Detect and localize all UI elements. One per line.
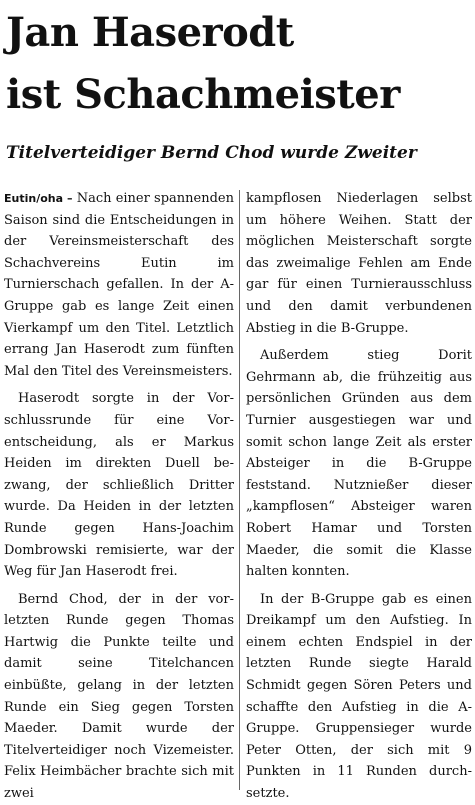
- headline-line-2: ist Schachmeister: [6, 71, 400, 118]
- headline: [6, 2, 400, 126]
- paragraph: Haserodt sorgte in der Vorschlussrunde für eine Vorentscheidung, als er Markus Heiden im direkten Duell bezwang, der schließlich Dritter wurde. Da Heiden in der letzten Runde gegen Hans-Joachim Dombrowski remisierte, war der Weg für Jan Haserodt frei.: [4, 391, 234, 580]
- paragraph: [4, 188, 234, 382]
- dateline: Eutin/oha –: [4, 192, 73, 205]
- subtitle: Titelverteidiger Bernd Chod wurde Zweiter: [6, 143, 417, 163]
- paragraph: In der B-Gruppe gab es einen Dreikampf um den Aufstieg. In einem echten Endspiel in der letzten Runde siegte Harald Schmidt gegen Sören Peters und schaffte den Aufstieg in die A-Gruppe. Gruppensieger wurde Peter Otten, der sich mit 9 Punkten in 11 Runden durchsetzte.: [246, 591, 472, 802]
- headline-line-1: Jan Haserodt: [6, 9, 294, 56]
- article-column-right: [246, 188, 472, 805]
- paragraph: Außerdem stieg Dorit Gehrmann ab, die frühzeitig aus persönlichen Gründen aus dem Turnier ausgestiegen war und somit schon lange Zeit als erster Absteiger in die B-Gruppe feststand. Nutznießer dieser „kampflosen“ Absteiger waren Robert Hamar und Torsten Maeder, die somit die Klasse halten konnten.: [246, 348, 472, 580]
- article-column-left: [4, 188, 234, 805]
- column-divider: [239, 190, 240, 790]
- paragraph-text: Nach einer spannenden Saison sind die Entscheidungen in der Vereinsmeisterschaft des Schachvereins Eutin im Turnierschach gefallen. In der A-Gruppe gab es lange Zeit einen Vierkampf um den Titel. Letztlich errang Jan Haserodt zum fünften Mal den Titel des Vereinsmeisters.: [4, 191, 234, 379]
- paragraph: Bernd Chod, der in der vorletzten Runde gegen Thomas Hartwig die Punkte teilte und damit seine Titelchancen einbüßte, gelang in der letzten Runde ein Sieg gegen Torsten Maeder. Damit wurde der Titelverteidiger noch Vizemeister. Felix Heimbächer brachte sich mit zwei: [4, 591, 234, 802]
- paragraph: kampflosen Niederlagen selbst um höhere Weihen. Statt der möglichen Meisterschaft sorgte das zweimalige Fehlen am Ende gar für einen Turnierausschluss und den damit verbundenen Abstieg in die B-Gruppe.: [246, 191, 472, 336]
